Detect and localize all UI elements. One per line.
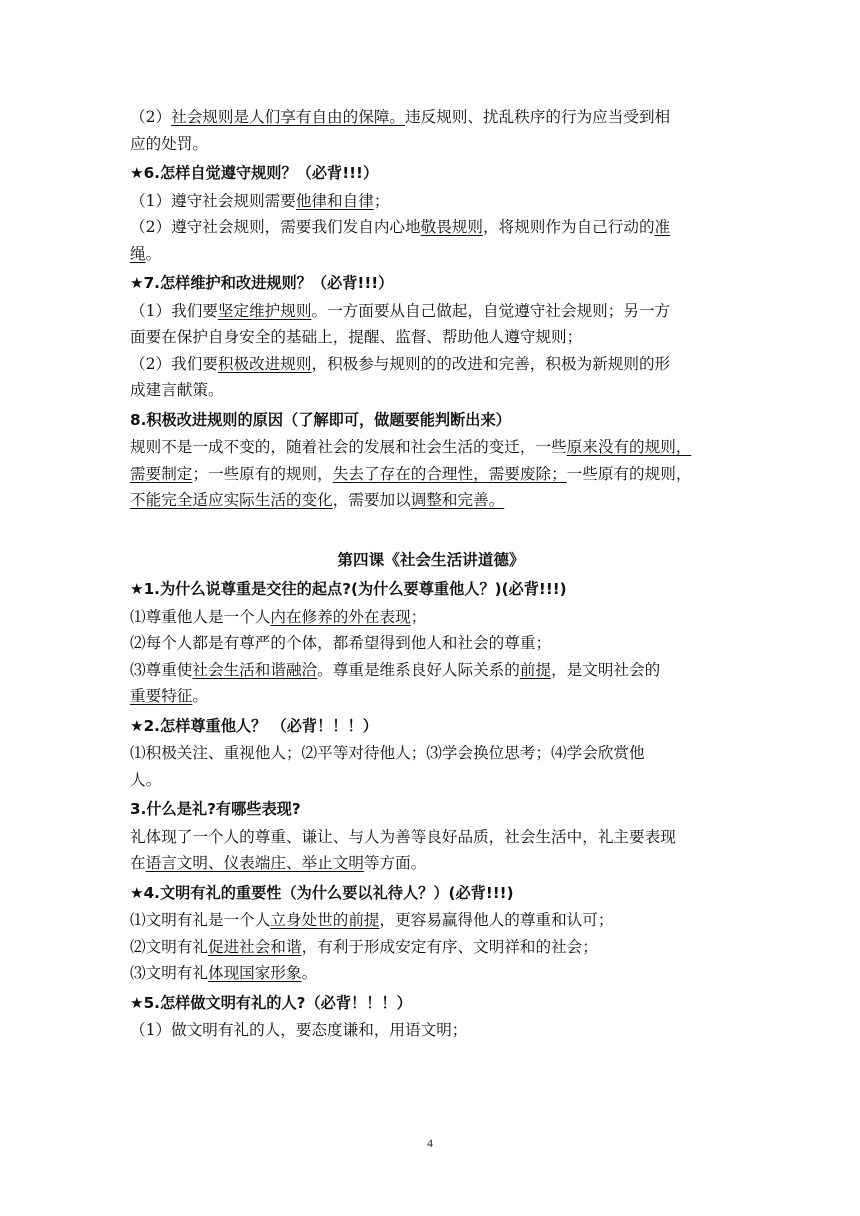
text-line bbox=[130, 104, 732, 131]
page-number: 4 bbox=[427, 1136, 433, 1150]
underlined-key-phrase: 体现国家形象 bbox=[207, 964, 302, 982]
text-line bbox=[130, 487, 732, 514]
text-segment: 在 bbox=[130, 854, 146, 872]
text-segment: ； bbox=[410, 607, 427, 626]
text-segment: ⑶文明有礼 bbox=[130, 964, 208, 982]
text-segment: ★4.文明有礼的重要性（为什么要以礼待人？）(必背!!!) bbox=[130, 883, 514, 902]
text-segment: ⑵每个人都是有尊严的个体，都希望得到他人和社会的尊重； bbox=[130, 634, 552, 652]
underlined-key-phrase: 需要制定 bbox=[130, 464, 193, 483]
underlined-key-phrase: 社会规则是人们享有自由的保障。 bbox=[171, 108, 406, 126]
text-line bbox=[130, 907, 732, 934]
underlined-key-phrase: 他律和自律 bbox=[295, 191, 374, 210]
section-heading bbox=[130, 407, 732, 434]
text-segment: 人。 bbox=[130, 770, 162, 789]
text-segment: ⑴文明有礼是一个人 bbox=[130, 911, 271, 929]
section-heading bbox=[130, 713, 732, 740]
text-segment: 。一方面要从自己做起，自觉遵守社会规则；另一方 bbox=[311, 301, 671, 320]
text-line bbox=[130, 604, 732, 631]
text-segment: 第四课《社会生活讲道德》 bbox=[337, 550, 525, 569]
text-segment: 等方面。 bbox=[363, 854, 427, 872]
section-heading bbox=[130, 160, 732, 187]
text-segment: （2）遵守社会规则，需要我们发自内心地 bbox=[130, 218, 421, 236]
text-segment: ，更容易赢得他人的尊重和认可； bbox=[379, 911, 614, 929]
text-segment: ⑴积极关注、重视他人；⑵平等对待他人；⑶学会换位思考；⑷学会欣赏他 bbox=[130, 744, 645, 762]
text-line bbox=[130, 767, 732, 794]
section-heading bbox=[130, 990, 732, 1017]
text-segment: ，将规则作为自己行动的 bbox=[483, 218, 655, 236]
text-segment: 应的处罚。 bbox=[130, 134, 208, 153]
text-segment: ，积极参与规则的的改进和完善，积极为新规则的形 bbox=[311, 354, 671, 373]
text-segment: 。尊重是维系良好人际关系的 bbox=[317, 660, 520, 679]
underlined-key-phrase: 前提 bbox=[519, 660, 552, 679]
text-segment: ★2.怎样尊重他人？ （必背！！！） bbox=[130, 716, 378, 735]
text-segment: （1）做文明有礼的人，要态度谦和，用语文明； bbox=[130, 1021, 468, 1039]
text-segment: ⑵文明有礼 bbox=[130, 937, 208, 956]
section-heading bbox=[130, 796, 732, 823]
text-line bbox=[130, 214, 732, 241]
section-heading bbox=[130, 880, 732, 907]
text-line bbox=[130, 657, 732, 684]
text-line bbox=[130, 1017, 732, 1044]
section-heading bbox=[130, 270, 732, 297]
text-line bbox=[130, 324, 732, 351]
text-line bbox=[130, 241, 732, 268]
underlined-key-phrase: 坚定维护规则 bbox=[217, 301, 312, 320]
underlined-key-phrase: 失去了存在的合理性，需要废除； bbox=[332, 464, 567, 483]
text-segment: 。 bbox=[145, 244, 162, 263]
underlined-key-phrase: 绳 bbox=[130, 244, 146, 263]
text-line bbox=[130, 351, 732, 378]
underlined-key-phrase: 重要特征 bbox=[130, 687, 193, 705]
text-segment: ，是文明社会的 bbox=[551, 660, 661, 679]
text-segment: （1）我们要 bbox=[130, 301, 218, 320]
text-segment: 3.什么是礼?有哪些表现? bbox=[130, 800, 301, 818]
text-line bbox=[130, 740, 732, 767]
text-segment: ，有利于形成安定有序、文明祥和的社会； bbox=[301, 937, 598, 956]
text-segment: 违反规则、扰乱秩序的行为应当受到相 bbox=[405, 108, 671, 126]
text-line bbox=[130, 630, 732, 657]
underlined-key-phrase: 内在修养的外在表现 bbox=[270, 607, 411, 626]
text-line bbox=[130, 683, 732, 710]
underlined-key-phrase: 准 bbox=[654, 218, 671, 236]
text-segment: 规则不是一成不变的，随着社会的发展和社会生活的变迁，一些 bbox=[130, 438, 567, 456]
text-line bbox=[130, 850, 732, 877]
text-segment: ★1.为什么说尊重是交往的起点?(为什么要尊重他人？)(必背!!!) bbox=[130, 580, 567, 598]
text-line bbox=[130, 934, 732, 961]
text-segment: ； bbox=[373, 191, 390, 210]
text-segment: ⑶尊重使 bbox=[130, 660, 193, 679]
underlined-key-phrase: 敬畏规则 bbox=[420, 218, 483, 236]
underlined-key-phrase: 促进社会和谐 bbox=[207, 937, 302, 956]
text-line bbox=[130, 188, 732, 215]
underlined-key-phrase: 语言文明、仪表端庄、举止文明 bbox=[145, 854, 364, 872]
underlined-key-phrase: 社会生活和谐融洽 bbox=[192, 660, 318, 679]
text-line bbox=[130, 461, 732, 488]
text-segment: 成建言献策。 bbox=[130, 381, 224, 399]
text-segment: ，需要加以 bbox=[332, 491, 411, 509]
text-segment: 。 bbox=[301, 964, 318, 982]
underlined-key-phrase: 立身处世的前提 bbox=[270, 911, 380, 929]
underlined-key-phrase: 调整和完善。 bbox=[410, 491, 505, 509]
section-heading bbox=[130, 576, 732, 603]
text-line bbox=[130, 377, 732, 404]
text-segment: （1）遵守社会规则需要 bbox=[130, 191, 296, 210]
text-segment: （2） bbox=[130, 108, 172, 126]
text-segment: ★6.怎样自觉遵守规则？（必背!!!） bbox=[130, 164, 379, 182]
text-line bbox=[130, 434, 732, 461]
underlined-key-phrase: 原来没有的规则， bbox=[566, 438, 692, 456]
text-segment: ★7.怎样维护和改进规则？（必背!!!） bbox=[130, 274, 394, 292]
text-segment: 面要在保护自身安全的基础上，提醒、监督、帮助他人遵守规则； bbox=[130, 328, 583, 346]
underlined-key-phrase: 积极改进规则 bbox=[217, 354, 312, 373]
text-segment: 一些原有的规则， bbox=[566, 464, 692, 483]
text-segment: ⑴尊重他人是一个人 bbox=[130, 607, 271, 626]
text-line bbox=[130, 298, 732, 325]
underlined-key-phrase: 不能完全适应实际生活的变化 bbox=[130, 491, 333, 509]
document-body bbox=[130, 104, 732, 1044]
text-segment: （2）我们要 bbox=[130, 354, 218, 373]
text-segment: 礼体现了一个人的尊重、谦让、与人为善等良好品质，社会生活中，礼主要表现 bbox=[130, 827, 676, 846]
text-segment: ；一些原有的规则， bbox=[192, 464, 333, 483]
lesson-title bbox=[130, 547, 732, 574]
text-line bbox=[130, 131, 732, 158]
text-line bbox=[130, 960, 732, 987]
text-line bbox=[130, 824, 732, 851]
text-segment: 8.积极改进规则的原因（了解即可，做题要能判断出来） bbox=[130, 410, 511, 429]
text-segment: ★5.怎样做文明有礼的人?（必背！！！） bbox=[130, 993, 412, 1012]
text-segment: 。 bbox=[192, 687, 208, 705]
